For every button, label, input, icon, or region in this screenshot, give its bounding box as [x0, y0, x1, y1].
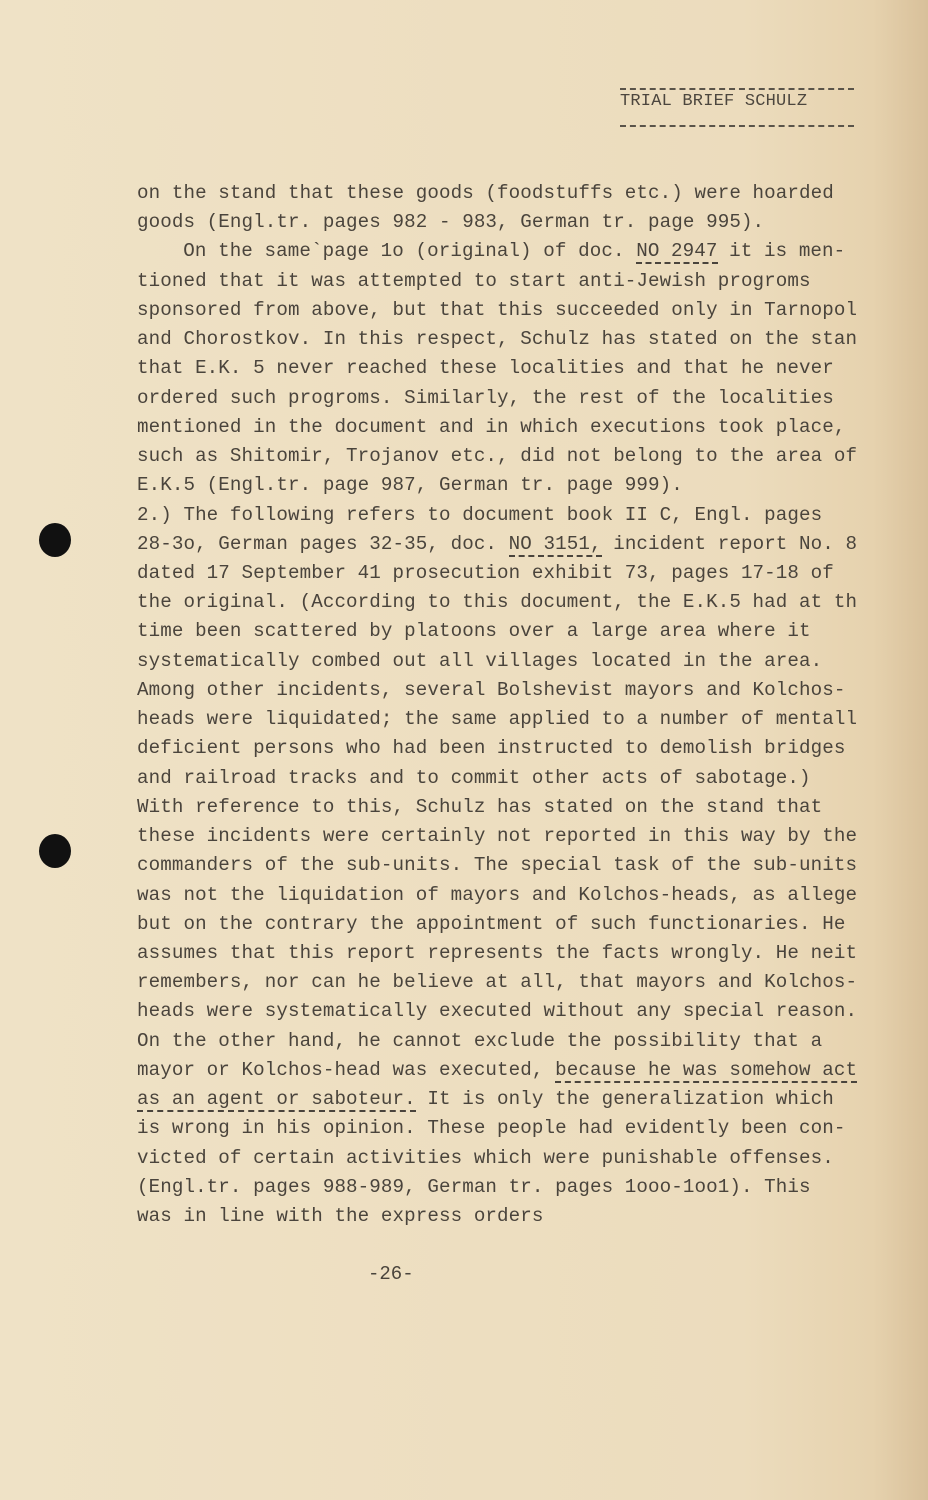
text-line — [137, 1000, 857, 1022]
text-line — [137, 708, 857, 730]
text-line — [137, 357, 834, 379]
header-rule-bottom — [620, 125, 854, 127]
text-line — [137, 533, 857, 555]
text-segment: mayor or Kolchos-head was executed, — [137, 1058, 556, 1081]
underlined-text: as an agent or saboteur. — [137, 1088, 416, 1111]
text-segment: the original. (According to this document, the E.K.5 had at th — [137, 591, 858, 614]
text-segment: was in line with the express orders — [137, 1205, 544, 1228]
text-segment: It is only the generalization which — [415, 1088, 834, 1111]
text-line — [137, 1117, 845, 1139]
text-line — [137, 504, 822, 526]
underlined-text: NO 2947 — [636, 240, 718, 263]
document-header: TRIAL BRIEF SCHULZ — [620, 92, 808, 111]
text-line — [137, 299, 857, 321]
text-segment: remembers, nor can he believe at all, that mayors and Kolchos- — [137, 971, 858, 994]
text-segment: 28-3o, German pages 32-35, doc. — [137, 532, 509, 555]
text-segment: that E.K. 5 never reached these localities and that he never — [137, 357, 834, 380]
text-line — [137, 942, 857, 964]
text-line — [137, 387, 834, 409]
text-line — [137, 1147, 834, 1169]
text-line — [137, 971, 857, 993]
text-line — [137, 445, 857, 467]
text-segment: On the same`page 1o (original) of doc. — [183, 240, 637, 263]
text-line — [137, 679, 845, 701]
punch-hole — [39, 523, 71, 557]
text-line — [137, 1088, 834, 1110]
text-segment: time been scattered by platoons over a large area where it — [137, 620, 811, 643]
text-segment: mentioned in the document and in which executions took place, — [137, 415, 846, 438]
text-segment: sponsored from above, but that this succeeded only in Tarnopol — [137, 298, 858, 321]
text-segment: it is men- — [717, 240, 846, 263]
text-segment: incident report No. 8 — [601, 532, 858, 555]
text-line — [137, 650, 822, 672]
text-line — [137, 1205, 544, 1227]
text-line — [137, 1176, 811, 1198]
text-line — [137, 1030, 822, 1052]
text-line — [137, 884, 857, 906]
text-line — [137, 474, 683, 496]
text-segment: 2.) The following refers to document book II C, Engl. pages — [137, 503, 823, 526]
text-segment: on the stand that these goods (foodstuffs etc.) were hoarded — [137, 182, 834, 204]
text-segment: systematically combed out all villages located in the area. — [137, 649, 823, 672]
underlined-text: because he was somehow act — [555, 1058, 858, 1081]
text-segment: such as Shitomir, Trojanov etc., did not belong to the area of — [137, 445, 858, 468]
text-segment: and railroad tracks and to commit other acts of sabotage.) — [137, 766, 811, 789]
text-segment: heads were systematically executed without any special reason. — [137, 1000, 858, 1023]
text-line — [137, 562, 834, 584]
text-segment: and Chorostkov. In this respect, Schulz has stated on the stan — [137, 328, 858, 351]
text-line — [137, 825, 857, 847]
text-segment: deficient persons who had been instructed to demolish bridges — [137, 737, 846, 760]
text-segment: heads were liquidated; the same applied to a number of mentall — [137, 708, 858, 731]
text-line — [137, 620, 811, 642]
text-segment: With reference to this, Schulz has stated on the stand that — [137, 795, 823, 818]
text-segment: assumes that this report represents the facts wrongly. He neit — [137, 941, 858, 964]
text-segment: victed of certain activities which were punishable offenses. — [137, 1146, 834, 1169]
text-segment: is wrong in his opinion. These people had evidently been con- — [137, 1117, 846, 1140]
text-segment: goods (Engl.tr. pages 982 - 983, German tr. page 995). — [137, 211, 765, 234]
text-line — [137, 182, 834, 204]
text-segment: E.K.5 (Engl.tr. page 987, German tr. page 999). — [137, 474, 683, 497]
text-segment: but on the contrary the appointment of such functionaries. He — [137, 912, 846, 935]
text-line — [183, 240, 845, 262]
text-segment: ordered such progroms. Similarly, the rest of the localities — [137, 386, 834, 409]
text-segment: Among other incidents, several Bolshevist mayors and Kolchos- — [137, 678, 846, 701]
text-line — [137, 854, 857, 876]
text-segment: these incidents were certainly not reported in this way by the — [137, 825, 858, 848]
text-segment: (Engl.tr. pages 988-989, German tr. pages 1ooo-1oo1). This — [137, 1175, 811, 1198]
text-segment: dated 17 September 41 prosecution exhibit 73, pages 17-18 of — [137, 561, 834, 584]
text-line — [137, 767, 811, 789]
page-number: -26- — [368, 1263, 414, 1285]
text-segment: was not the liquidation of mayors and Kolchos-heads, as allege — [137, 883, 858, 906]
text-segment: tioned that it was attempted to start anti-Jewish progroms — [137, 269, 811, 292]
text-line — [137, 796, 822, 818]
text-line — [137, 211, 764, 233]
punch-hole — [39, 834, 71, 868]
text-line — [137, 737, 845, 759]
text-line — [137, 270, 811, 292]
underlined-text: NO 3151, — [508, 532, 602, 555]
text-line — [137, 1059, 857, 1081]
text-line — [137, 328, 857, 350]
text-line — [137, 913, 845, 935]
header-rule-top — [620, 88, 854, 90]
text-segment: commanders of the sub-units. The special task of the sub-units — [137, 854, 858, 877]
text-line — [137, 591, 857, 613]
text-segment: On the other hand, he cannot exclude the possibility that a — [137, 1029, 823, 1052]
text-line — [137, 416, 845, 438]
